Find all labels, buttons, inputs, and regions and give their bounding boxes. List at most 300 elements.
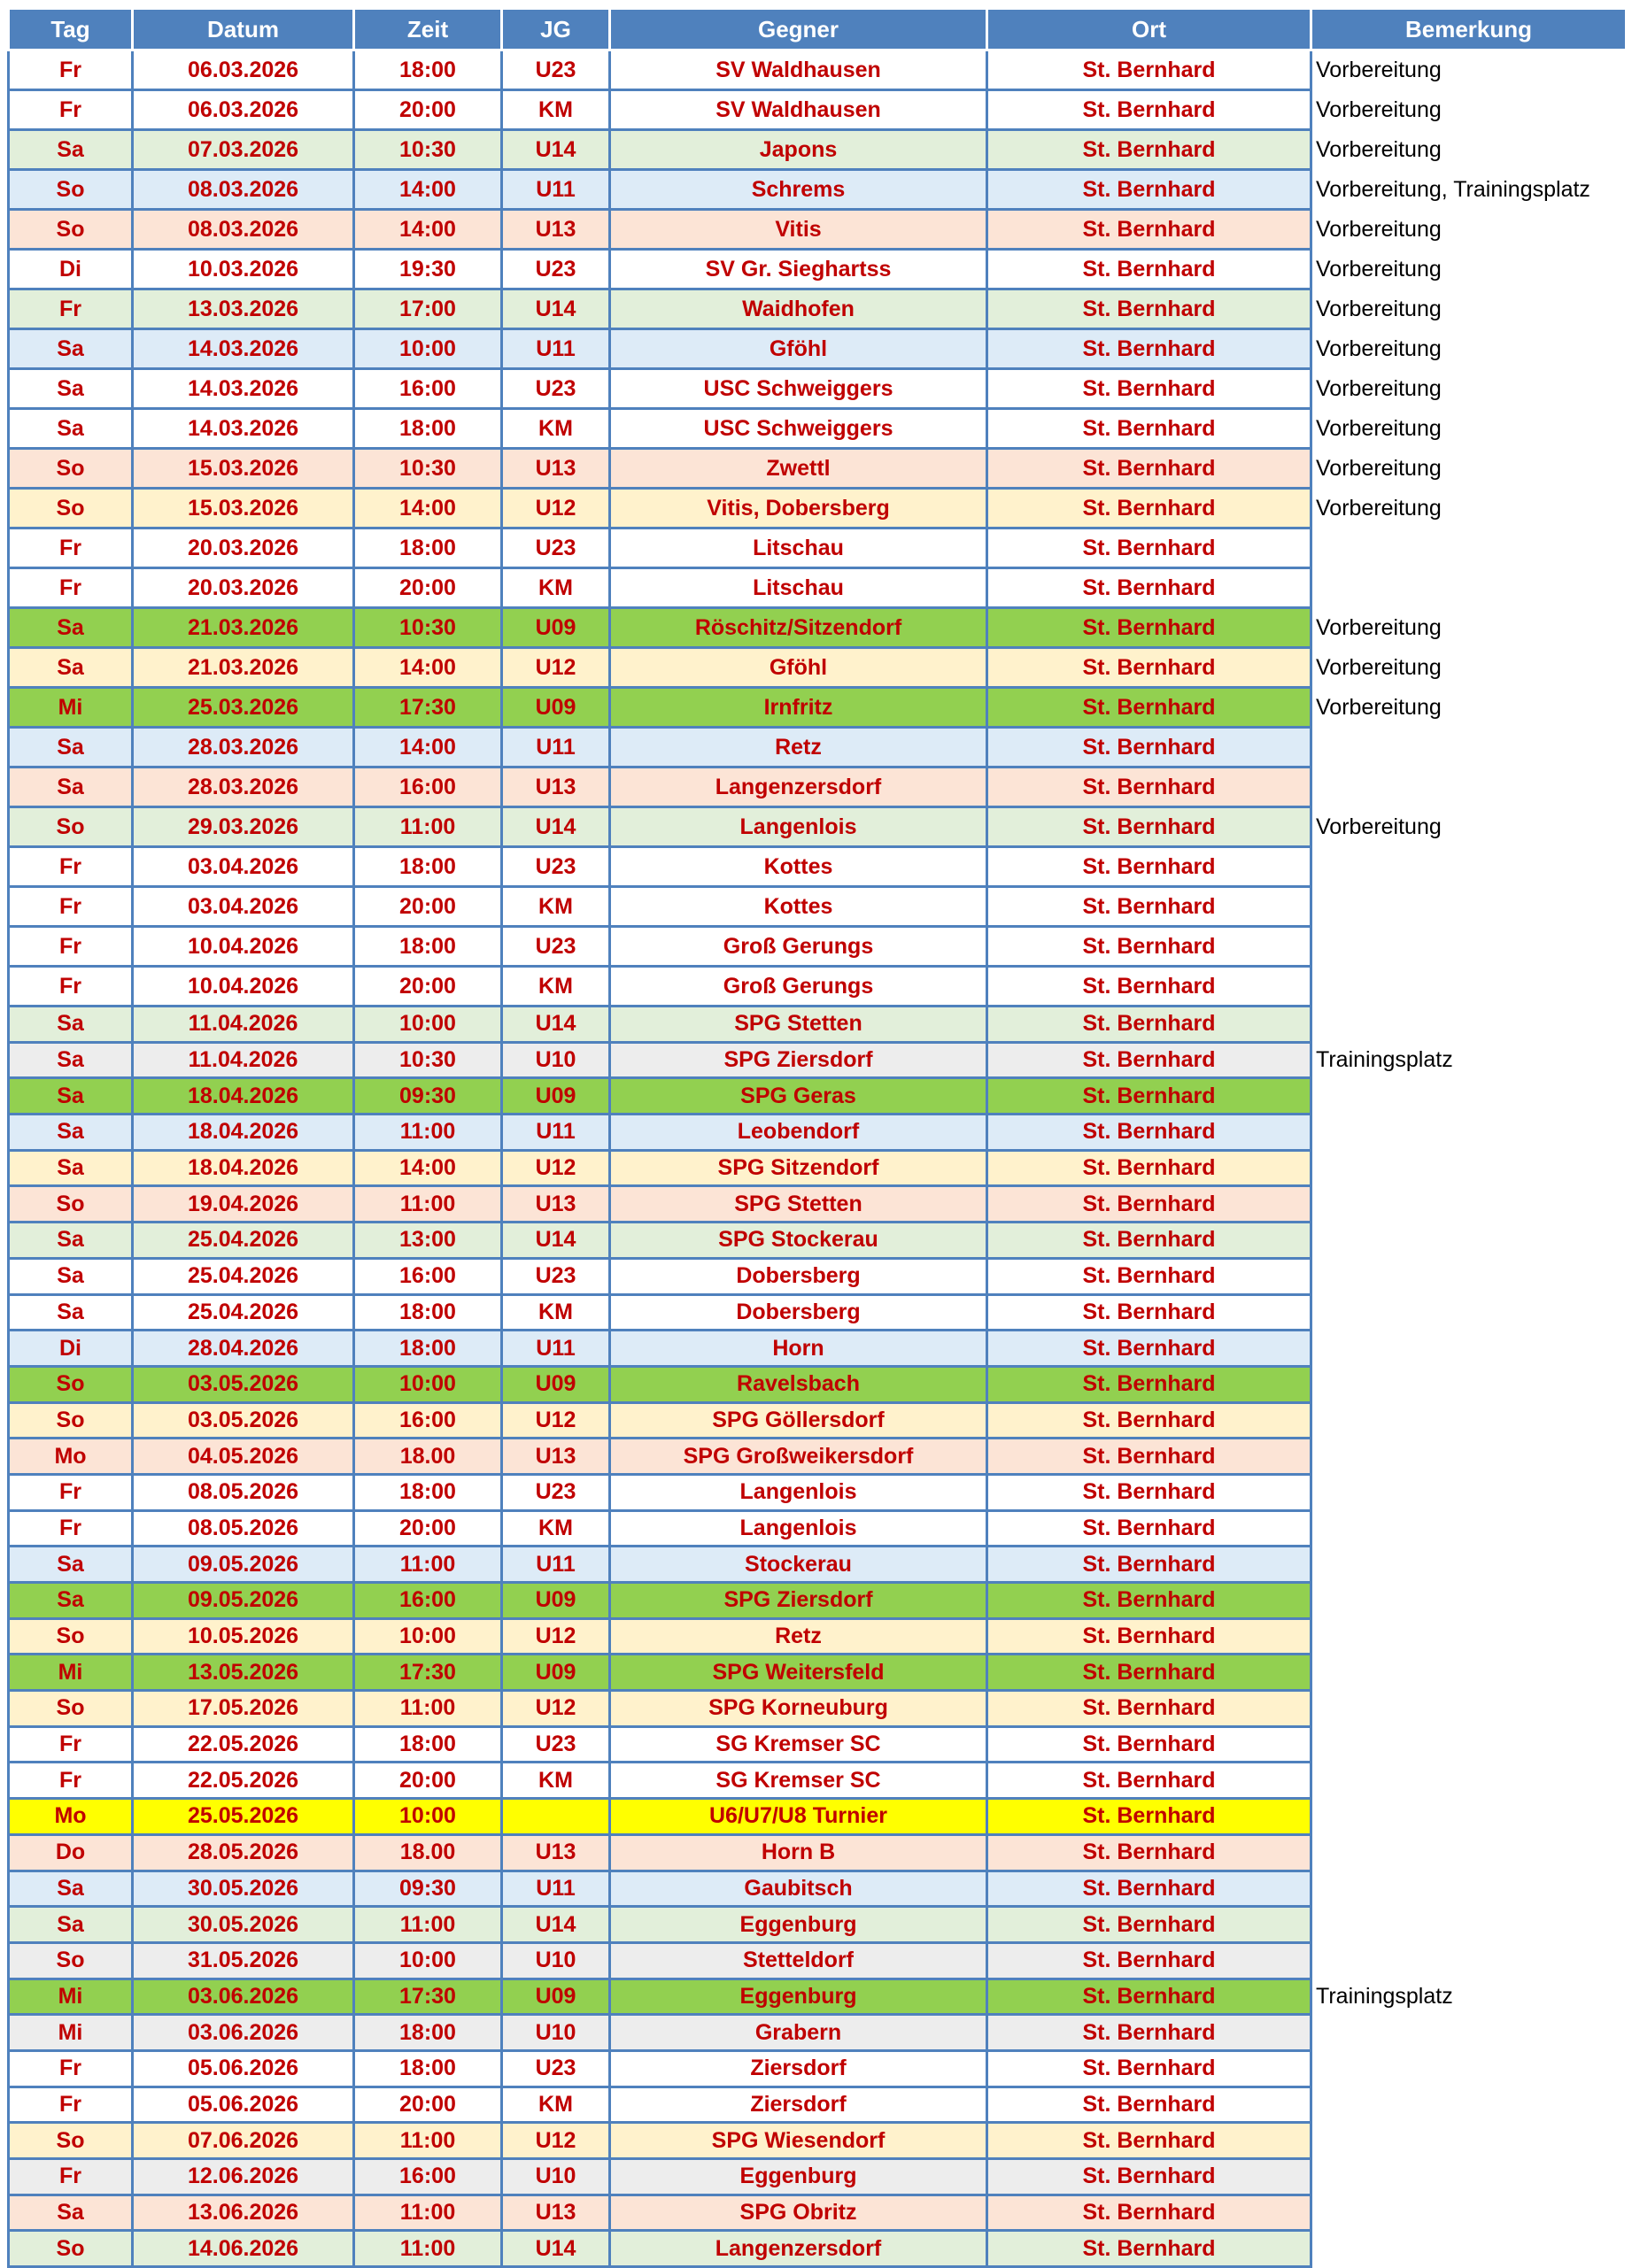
cell-gegner: Langenlois [610,1474,987,1510]
table-row [9,1223,1627,1259]
cell-zeit: 11:00 [354,1115,502,1151]
cell-gegner: SPG Stetten [610,1186,987,1223]
table-row [9,568,1627,608]
cell-jg: U11 [502,728,610,768]
cell-datum: 07.06.2026 [133,2123,354,2159]
cell-datum: 15.03.2026 [133,489,354,528]
cell-tag: So [9,1942,133,1979]
table-row [9,50,1627,90]
cell-gegner: SPG Stetten [610,1007,987,1043]
header-gegner: Gegner [610,9,987,50]
cell-bemerkung: Vorbereitung, Trainingsplatz [1311,170,1627,210]
cell-datum: 08.05.2026 [133,1474,354,1510]
table-row [9,250,1627,289]
cell-zeit: 20:00 [354,90,502,130]
cell-gegner: Langenzersdorf [610,2231,987,2267]
cell-datum: 25.04.2026 [133,1294,354,1331]
cell-gegner: SPG Ziersdorf [610,1042,987,1078]
cell-ort: St. Bernhard [987,1223,1311,1259]
cell-jg: U11 [502,329,610,369]
cell-tag: Fr [9,927,133,967]
cell-jg: KM [502,409,610,449]
schedule-sheet [7,7,1628,2268]
cell-ort: St. Bernhard [987,1979,1311,2015]
cell-jg: U12 [502,1150,610,1186]
cell-gegner: SPG Weitersfeld [610,1655,987,1691]
cell-ort: St. Bernhard [987,967,1311,1007]
cell-tag: Do [9,1834,133,1871]
cell-zeit: 14:00 [354,170,502,210]
cell-jg: U11 [502,1547,610,1583]
cell-tag: Fr [9,1474,133,1510]
header-ort: Ort [987,9,1311,50]
cell-jg: KM [502,90,610,130]
table-row [9,1834,1627,1871]
cell-tag: Sa [9,728,133,768]
cell-tag: Fr [9,1763,133,1799]
cell-ort: St. Bernhard [987,1942,1311,1979]
cell-jg: U13 [502,210,610,250]
cell-bemerkung [1311,1223,1627,1259]
cell-gegner: Zwettl [610,449,987,489]
cell-tag: Mi [9,688,133,728]
cell-gegner: SPG Wiesendorf [610,2123,987,2159]
schedule-body [9,50,1627,2267]
cell-ort: St. Bernhard [987,1402,1311,1439]
cell-datum: 21.03.2026 [133,648,354,688]
cell-zeit: 16:00 [354,768,502,807]
cell-tag: Di [9,1331,133,1367]
cell-datum: 28.03.2026 [133,768,354,807]
table-row [9,329,1627,369]
table-row [9,1726,1627,1763]
cell-zeit: 20:00 [354,1763,502,1799]
cell-jg: U10 [502,1042,610,1078]
cell-ort: St. Bernhard [987,1799,1311,1835]
cell-zeit: 18:00 [354,2050,502,2087]
cell-bemerkung [1311,967,1627,1007]
cell-jg: U14 [502,1907,610,1943]
cell-bemerkung: Vorbereitung [1311,289,1627,329]
cell-ort: St. Bernhard [987,1078,1311,1115]
cell-gegner: SPG Geras [610,1078,987,1115]
cell-jg: U12 [502,1691,610,1727]
cell-tag: Sa [9,648,133,688]
cell-ort: St. Bernhard [987,1907,1311,1943]
table-row [9,2123,1627,2159]
cell-jg: U13 [502,449,610,489]
cell-datum: 18.04.2026 [133,1078,354,1115]
cell-datum: 10.05.2026 [133,1618,354,1655]
table-row [9,1763,1627,1799]
cell-jg: U09 [502,1655,610,1691]
cell-ort: St. Bernhard [987,210,1311,250]
cell-jg: U14 [502,289,610,329]
cell-tag: Fr [9,528,133,568]
cell-zeit: 18:00 [354,528,502,568]
cell-ort: St. Bernhard [987,2231,1311,2267]
cell-ort: St. Bernhard [987,2195,1311,2231]
cell-gegner: Röschitz/Sitzendorf [610,608,987,648]
cell-ort: St. Bernhard [987,1726,1311,1763]
cell-datum: 13.06.2026 [133,2195,354,2231]
table-row [9,847,1627,887]
table-row [9,1510,1627,1547]
cell-jg: U23 [502,1474,610,1510]
cell-ort: St. Bernhard [987,329,1311,369]
cell-bemerkung [1311,2050,1627,2087]
table-row [9,1186,1627,1223]
cell-bemerkung [1311,847,1627,887]
cell-zeit: 11:00 [354,1907,502,1943]
cell-gegner: SPG Korneuburg [610,1691,987,1727]
cell-jg: U10 [502,1942,610,1979]
cell-tag: So [9,2123,133,2159]
cell-datum: 13.05.2026 [133,1655,354,1691]
cell-tag: So [9,807,133,847]
table-row [9,648,1627,688]
table-row [9,688,1627,728]
cell-zeit: 18:00 [354,409,502,449]
cell-tag: Fr [9,2087,133,2123]
cell-datum: 03.06.2026 [133,1979,354,2015]
table-row [9,1042,1627,1078]
cell-tag: Sa [9,130,133,170]
cell-gegner: Gföhl [610,329,987,369]
cell-gegner: Litschau [610,568,987,608]
cell-gegner: Langenlois [610,807,987,847]
table-row [9,289,1627,329]
table-row [9,1115,1627,1151]
cell-jg: U14 [502,1007,610,1043]
table-row [9,2087,1627,2123]
cell-tag: Mi [9,1979,133,2015]
cell-datum: 03.05.2026 [133,1366,354,1402]
cell-gegner: Eggenburg [610,2159,987,2195]
cell-datum: 08.03.2026 [133,170,354,210]
cell-datum: 25.04.2026 [133,1258,354,1294]
header-zeit: Zeit [354,9,502,50]
cell-tag: So [9,449,133,489]
cell-gegner: SG Kremser SC [610,1763,987,1799]
cell-gegner: Leobendorf [610,1115,987,1151]
cell-bemerkung [1311,1186,1627,1223]
cell-bemerkung: Trainingsplatz [1311,1979,1627,2015]
cell-zeit: 11:00 [354,2195,502,2231]
cell-zeit: 17:30 [354,688,502,728]
cell-ort: St. Bernhard [987,130,1311,170]
cell-zeit: 11:00 [354,1691,502,1727]
cell-datum: 07.03.2026 [133,130,354,170]
table-row [9,2231,1627,2267]
cell-gegner: Stockerau [610,1547,987,1583]
cell-datum: 30.05.2026 [133,1907,354,1943]
cell-ort: St. Bernhard [987,1655,1311,1691]
cell-ort: St. Bernhard [987,1618,1311,1655]
cell-ort: St. Bernhard [987,170,1311,210]
cell-bemerkung: Vorbereitung [1311,329,1627,369]
cell-ort: St. Bernhard [987,1474,1311,1510]
table-row [9,1907,1627,1943]
cell-datum: 03.05.2026 [133,1402,354,1439]
cell-ort: St. Bernhard [987,688,1311,728]
cell-jg: KM [502,1294,610,1331]
cell-datum: 28.04.2026 [133,1331,354,1367]
cell-bemerkung [1311,1258,1627,1294]
cell-ort: St. Bernhard [987,927,1311,967]
cell-tag: So [9,1402,133,1439]
cell-gegner: Grabern [610,2015,987,2051]
cell-bemerkung: Vorbereitung [1311,489,1627,528]
cell-gegner: Vitis [610,210,987,250]
table-row [9,608,1627,648]
table-row [9,210,1627,250]
table-row [9,90,1627,130]
cell-gegner: Ziersdorf [610,2087,987,2123]
cell-datum: 05.06.2026 [133,2087,354,2123]
cell-datum: 04.05.2026 [133,1439,354,1475]
table-row [9,1547,1627,1583]
cell-tag: Sa [9,768,133,807]
cell-datum: 12.06.2026 [133,2159,354,2195]
cell-jg: U09 [502,1583,610,1619]
cell-ort: St. Bernhard [987,1547,1311,1583]
cell-datum: 30.05.2026 [133,1871,354,1907]
cell-jg: U09 [502,688,610,728]
cell-bemerkung: Vorbereitung [1311,807,1627,847]
cell-gegner: Horn [610,1331,987,1367]
cell-tag: Mo [9,1799,133,1835]
cell-jg: U23 [502,847,610,887]
table-row [9,1655,1627,1691]
cell-ort: St. Bernhard [987,409,1311,449]
cell-tag: Fr [9,847,133,887]
cell-bemerkung: Vorbereitung [1311,369,1627,409]
cell-ort: St. Bernhard [987,1691,1311,1727]
table-row [9,130,1627,170]
header-row [9,9,1627,50]
table-row [9,1799,1627,1835]
cell-tag: Sa [9,1583,133,1619]
cell-zeit: 18:00 [354,50,502,90]
cell-gegner: Schrems [610,170,987,210]
cell-jg: U11 [502,1115,610,1151]
cell-datum: 15.03.2026 [133,449,354,489]
cell-jg: U23 [502,1258,610,1294]
cell-jg: U09 [502,1366,610,1402]
cell-gegner: Langenlois [610,1510,987,1547]
cell-gegner: Horn B [610,1834,987,1871]
cell-gegner: Waidhofen [610,289,987,329]
cell-jg: U23 [502,927,610,967]
header-bemerkung: Bemerkung [1311,9,1627,50]
cell-jg: U13 [502,1834,610,1871]
cell-bemerkung [1311,1763,1627,1799]
cell-zeit: 11:00 [354,2123,502,2159]
cell-tag: Sa [9,1115,133,1151]
table-row [9,1942,1627,1979]
cell-ort: St. Bernhard [987,608,1311,648]
cell-tag: Fr [9,289,133,329]
table-row [9,1618,1627,1655]
cell-jg: U12 [502,2123,610,2159]
table-row [9,1979,1627,2015]
cell-ort: St. Bernhard [987,768,1311,807]
cell-gegner: SPG Ziersdorf [610,1583,987,1619]
cell-gegner: Kottes [610,887,987,927]
cell-ort: St. Bernhard [987,887,1311,927]
cell-gegner: Ravelsbach [610,1366,987,1402]
cell-zeit: 18:00 [354,927,502,967]
cell-jg: KM [502,2087,610,2123]
cell-tag: Di [9,250,133,289]
cell-zeit: 09:30 [354,1871,502,1907]
table-row [9,1691,1627,1727]
cell-bemerkung [1311,2159,1627,2195]
cell-jg: U23 [502,369,610,409]
cell-tag: Sa [9,1150,133,1186]
cell-gegner: SPG Großweikersdorf [610,1439,987,1475]
cell-gegner: Eggenburg [610,1907,987,1943]
cell-datum: 14.03.2026 [133,329,354,369]
cell-datum: 25.03.2026 [133,688,354,728]
cell-zeit: 14:00 [354,1150,502,1186]
cell-zeit: 17:30 [354,1655,502,1691]
cell-bemerkung [1311,1007,1627,1043]
cell-jg: U10 [502,2159,610,2195]
cell-gegner: Langenzersdorf [610,768,987,807]
cell-tag: So [9,1366,133,1402]
cell-jg: U12 [502,648,610,688]
cell-bemerkung: Vorbereitung [1311,608,1627,648]
cell-zeit: 16:00 [354,2159,502,2195]
cell-tag: So [9,1691,133,1727]
cell-datum: 14.03.2026 [133,369,354,409]
cell-bemerkung [1311,1366,1627,1402]
cell-bemerkung [1311,1115,1627,1151]
table-row [9,2050,1627,2087]
cell-datum: 21.03.2026 [133,608,354,648]
cell-zeit: 14:00 [354,648,502,688]
cell-jg: KM [502,568,610,608]
table-row [9,807,1627,847]
cell-jg: KM [502,1510,610,1547]
cell-bemerkung [1311,1871,1627,1907]
header-tag: Tag [9,9,133,50]
cell-gegner: SV Waldhausen [610,50,987,90]
cell-tag: Fr [9,967,133,1007]
cell-datum: 06.03.2026 [133,50,354,90]
cell-bemerkung [1311,1150,1627,1186]
cell-bemerkung [1311,927,1627,967]
cell-jg: U11 [502,170,610,210]
cell-zeit: 11:00 [354,807,502,847]
cell-tag: Sa [9,1871,133,1907]
cell-ort: St. Bernhard [987,1583,1311,1619]
cell-ort: St. Bernhard [987,728,1311,768]
table-row [9,887,1627,927]
cell-datum: 20.03.2026 [133,568,354,608]
cell-datum: 05.06.2026 [133,2050,354,2087]
cell-tag: Sa [9,1907,133,1943]
cell-tag: Fr [9,2159,133,2195]
cell-datum: 14.06.2026 [133,2231,354,2267]
cell-zeit: 18.00 [354,1834,502,1871]
cell-zeit: 20:00 [354,967,502,1007]
cell-bemerkung: Vorbereitung [1311,90,1627,130]
cell-zeit: 18:00 [354,1726,502,1763]
cell-zeit: 11:00 [354,1186,502,1223]
cell-zeit: 10:30 [354,1042,502,1078]
cell-gegner: USC Schweiggers [610,409,987,449]
cell-datum: 18.04.2026 [133,1150,354,1186]
cell-datum: 13.03.2026 [133,289,354,329]
cell-tag: So [9,2231,133,2267]
cell-jg: U14 [502,130,610,170]
table-row [9,1871,1627,1907]
cell-ort: St. Bernhard [987,1150,1311,1186]
cell-tag: So [9,1186,133,1223]
cell-gegner: Dobersberg [610,1294,987,1331]
cell-tag: So [9,1618,133,1655]
cell-tag: Fr [9,1510,133,1547]
cell-zeit: 10:00 [354,1007,502,1043]
cell-jg: U12 [502,1402,610,1439]
cell-zeit: 18:00 [354,1474,502,1510]
cell-datum: 10.04.2026 [133,927,354,967]
cell-bemerkung [1311,728,1627,768]
cell-zeit: 16:00 [354,1258,502,1294]
cell-ort: St. Bernhard [987,1871,1311,1907]
cell-bemerkung [1311,1402,1627,1439]
cell-tag: Sa [9,369,133,409]
table-row [9,409,1627,449]
cell-tag: Sa [9,1078,133,1115]
cell-bemerkung [1311,2231,1627,2267]
cell-zeit: 10:00 [354,1799,502,1835]
header-jg: JG [502,9,610,50]
table-row [9,1439,1627,1475]
cell-jg: U23 [502,1726,610,1763]
cell-tag: So [9,489,133,528]
cell-gegner: Stetteldorf [610,1942,987,1979]
cell-ort: St. Bernhard [987,1439,1311,1475]
cell-gegner: SV Waldhausen [610,90,987,130]
table-row [9,1402,1627,1439]
cell-gegner: SPG Obritz [610,2195,987,2231]
cell-tag: Fr [9,50,133,90]
cell-bemerkung: Trainingsplatz [1311,1042,1627,1078]
cell-bemerkung [1311,2015,1627,2051]
cell-datum: 06.03.2026 [133,90,354,130]
cell-zeit: 14:00 [354,489,502,528]
cell-zeit: 10:00 [354,329,502,369]
cell-tag: Sa [9,1258,133,1294]
cell-datum: 18.04.2026 [133,1115,354,1151]
cell-tag: Mi [9,1655,133,1691]
cell-bemerkung [1311,1439,1627,1475]
cell-gegner: SPG Stockerau [610,1223,987,1259]
cell-zeit: 10:00 [354,1618,502,1655]
cell-bemerkung [1311,2123,1627,2159]
cell-datum: 08.05.2026 [133,1510,354,1547]
cell-bemerkung [1311,1618,1627,1655]
cell-ort: St. Bernhard [987,369,1311,409]
cell-zeit: 17:00 [354,289,502,329]
cell-jg: U23 [502,2050,610,2087]
cell-jg: U23 [502,528,610,568]
cell-gegner: Japons [610,130,987,170]
